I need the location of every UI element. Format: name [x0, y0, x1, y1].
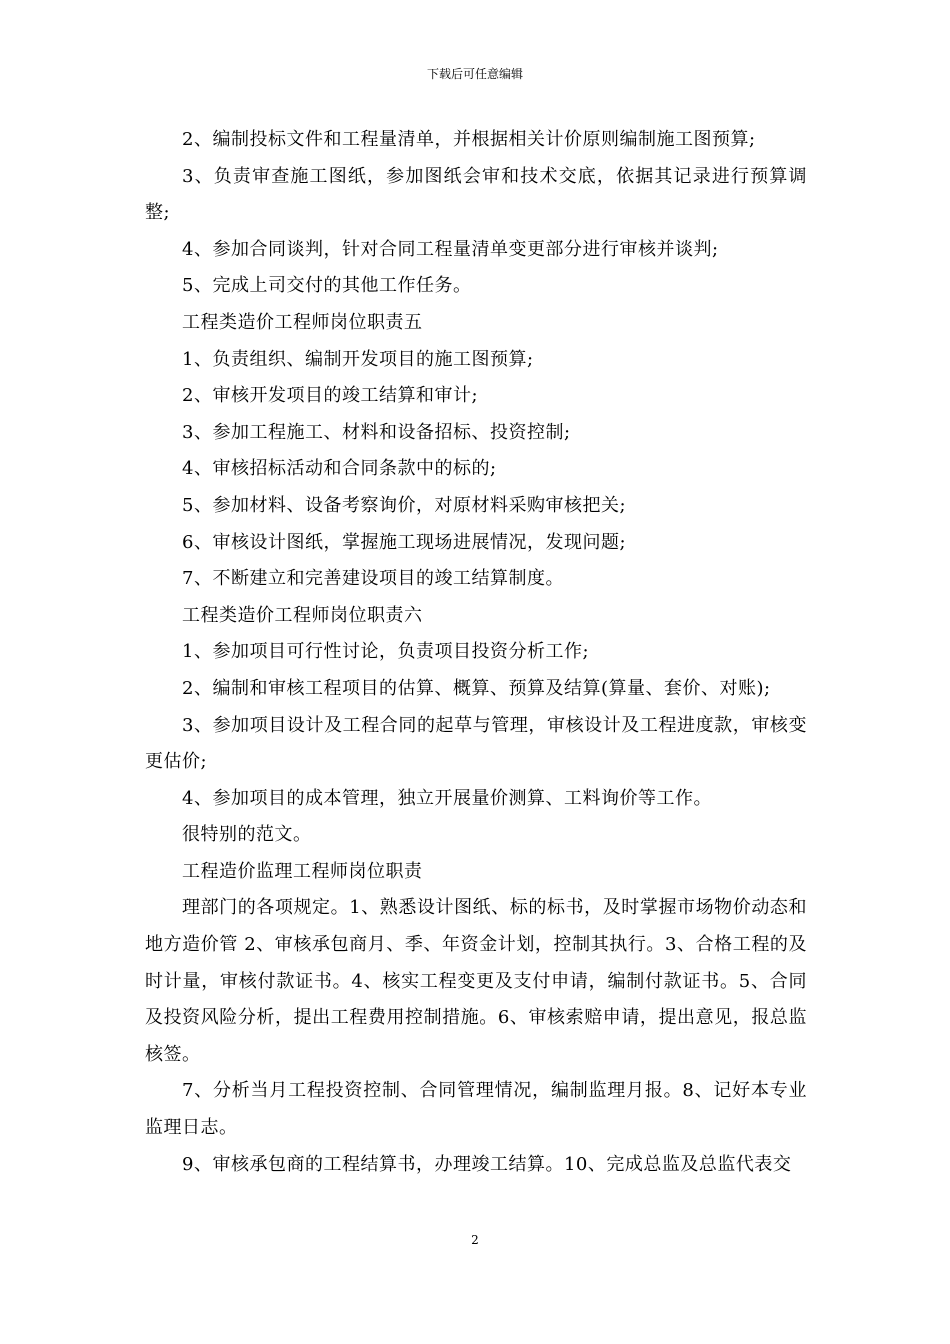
paragraph: 2、审核开发项目的竣工结算和审计;: [182, 385, 479, 407]
paragraph: 1、参加项目可行性讨论，负责项目投资分析工作;: [182, 641, 590, 663]
paragraph: 6、审核设计图纸，掌握施工现场进展情况，发现问题;: [182, 531, 627, 553]
paragraph: 5、完成上司交付的其他工作任务。: [182, 275, 472, 297]
paragraph: 2、编制和审核工程项目的估算、概算、预算及结算(算量、套价、对账);: [182, 677, 771, 699]
paragraph: 理部门的各项规定。1、熟悉设计图纸、标的标书，及时掌握市场物价动态和地方造价管 2、审核承包商月、季、年资金计划，控制其执行。3、合格工程的及时计量，审核付款证书。4、核实工程变更及支付申请，编制付款证书。5、合同及投资风险分析，提出工程费用控制措施。6、审核索赔申请，提出意见，报总监核签。: [145, 897, 807, 1065]
paragraph: 3、负责审查施工图纸，参加图纸会审和技术交底，依据其记录进行预算调整;: [145, 165, 807, 224]
page-number: 2: [471, 1233, 479, 1247]
paragraph: 7、不断建立和完善建设项目的竣工结算制度。: [182, 568, 564, 590]
paragraph: 3、参加项目设计及工程合同的起草与管理，审核设计及工程进度款，审核变更估价;: [145, 714, 807, 773]
section-heading: 工程造价监理工程师岗位职责: [182, 860, 423, 882]
paragraph: 7、分析当月工程投资控制、合同管理情况，编制监理月报。8、记好本专业监理日志。: [145, 1080, 807, 1139]
paragraph: 4、审核招标活动和合同条款中的标的;: [182, 458, 497, 480]
paragraph: 4、参加合同谈判，针对合同工程量清单变更部分进行审核并谈判;: [182, 238, 719, 260]
paragraph: 3、参加工程施工、材料和设备招标、投资控制;: [182, 421, 571, 443]
section-heading: 工程类造价工程师岗位职责五: [182, 311, 423, 333]
paragraph: 4、参加项目的成本管理，独立开展量价测算、工料询价等工作。: [182, 787, 712, 809]
page-header: 下载后可任意编辑: [426, 67, 523, 81]
paragraph: 很特别的范文。: [182, 824, 312, 846]
section-heading: 工程类造价工程师岗位职责六: [182, 604, 423, 626]
paragraph: 1、负责组织、编制开发项目的施工图预算;: [182, 348, 534, 370]
paragraph: 2、编制投标文件和工程量清单，并根据相关计价原则编制施工图预算;: [182, 129, 756, 150]
paragraph: 5、参加材料、设备考察询价，对原材料采购审核把关;: [182, 494, 627, 516]
paragraph: 9、审核承包商的工程结算书，办理竣工结算。10、完成总监及总监代表交: [182, 1153, 792, 1175]
document-body: [145, 122, 807, 1183]
